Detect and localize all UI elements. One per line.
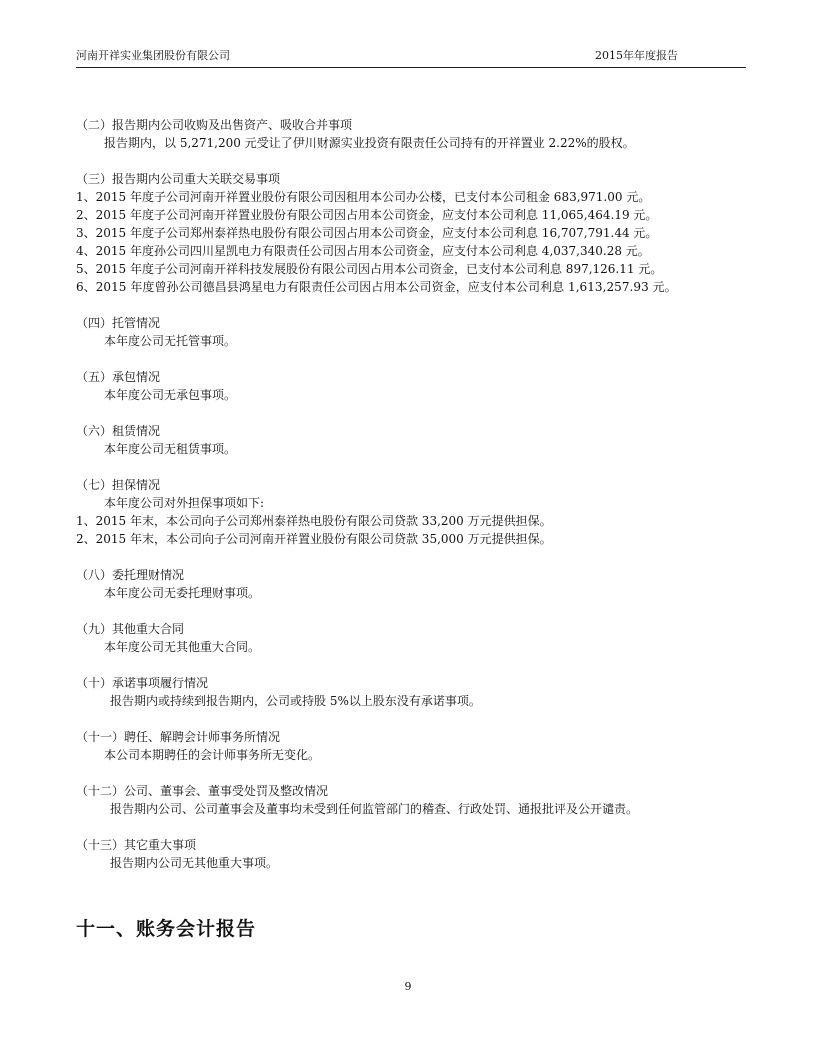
document-body [76, 116, 748, 890]
section-title: （四）托管情况 [76, 316, 161, 330]
transaction-item-1: 1、2015 年度子公司河南开祥置业股份有限公司因租用本公司办公楼，已支付本公司租金 683,971.00 元。 [76, 190, 651, 204]
section-title: （十二）公司、董事会、董事受处罚及整改情况 [76, 784, 329, 798]
section-title: （八）委托理财情况 [76, 568, 185, 582]
section-text: 报告期内，以 5,271,200 元受让了伊川财源实业投资有限责任公司持有的开祥置业 2.22%的股权。 [104, 136, 635, 150]
header-report-title: 2015年年度报告 [595, 49, 678, 62]
section-title: （十一）聘任、解聘会计师事务所情况 [76, 730, 281, 744]
section-guarantee [76, 476, 748, 548]
transaction-item-6: 6、2015 年度曾孙公司德昌县鸿星电力有限责任公司因占用本公司资金，应支付本公司利息 1,613,257.93 元。 [76, 280, 677, 294]
section-title: （十）承诺事项履行情况 [76, 676, 209, 690]
section-contracting [76, 368, 748, 404]
section-text: 本年度公司无托管事项。 [104, 334, 237, 348]
section-acquisition [76, 116, 748, 152]
guarantee-item-2: 2、2015 年末，本公司向子公司河南开祥置业股份有限公司贷款 35,000 万元提供担保。 [76, 532, 552, 546]
section-title: （三）报告期内公司重大关联交易事项 [76, 172, 281, 186]
section-leasing [76, 422, 748, 458]
section-trusteeship [76, 314, 748, 350]
transaction-item-2: 2、2015 年度子公司河南开祥置业股份有限公司因占用本公司资金，应支付本公司利息 11,065,464.19 元。 [76, 208, 658, 222]
section-related-transactions [76, 170, 748, 296]
section-text: 本年度公司无承包事项。 [104, 388, 237, 402]
section-other-matters [76, 836, 748, 872]
section-entrusted-finance [76, 566, 748, 602]
section-text: 本公司本期聘任的会计师事务所无变化。 [104, 748, 321, 762]
section-commitments [76, 674, 748, 710]
section-major-contracts [76, 620, 748, 656]
section-text: 报告期内公司无其他重大事项。 [110, 856, 279, 870]
section-title: （十三）其它重大事项 [76, 838, 197, 852]
section-title: （九）其他重大合同 [76, 622, 185, 636]
section-text: 本年度公司无租赁事项。 [104, 442, 237, 456]
transaction-item-4: 4、2015 年度孙公司四川星凯电力有限责任公司因占用本公司资金，应支付本公司利息 4,037,340.28 元。 [76, 244, 650, 258]
transaction-item-3: 3、2015 年度子公司郑州泰祥热电股份有限公司因占用本公司资金，应支付本公司利息 16,707,791.44 元。 [76, 226, 658, 240]
page-number: 9 [404, 980, 412, 993]
section-title: （二）报告期内公司收购及出售资产、吸收合并事项 [76, 118, 353, 132]
section-text: 报告期内或持续到报告期内，公司或持股 5%以上股东没有承诺事项。 [110, 694, 481, 708]
section-text: 本年度公司对外担保事项如下: [104, 496, 265, 510]
section-text: 报告期内公司、公司董事会及董事均未受到任何监管部门的稽查、行政处罚、通报批评及公开谴责。 [110, 802, 639, 816]
section-title: （五）承包情况 [76, 370, 161, 384]
section-text: 本年度公司无委托理财事项。 [104, 586, 261, 600]
guarantee-item-1: 1、2015 年末，本公司向子公司郑州泰祥热电股份有限公司贷款 33,200 万元提供担保。 [76, 514, 552, 528]
page-header [76, 49, 746, 68]
section-penalties [76, 782, 748, 818]
header-company-name: 河南开祥实业集团股份有限公司 [76, 49, 230, 62]
chapter-heading: 十一、账务会计报告 [76, 918, 257, 940]
section-title: （六）租赁情况 [76, 424, 161, 438]
section-title: （七）担保情况 [76, 478, 161, 492]
section-text: 本年度公司无其他重大合同。 [104, 640, 261, 654]
section-accounting-firm [76, 728, 748, 764]
transaction-item-5: 5、2015 年度子公司河南开祥科技发展股份有限公司因占用本公司资金，已支付本公司利息 897,126.11 元。 [76, 262, 663, 276]
